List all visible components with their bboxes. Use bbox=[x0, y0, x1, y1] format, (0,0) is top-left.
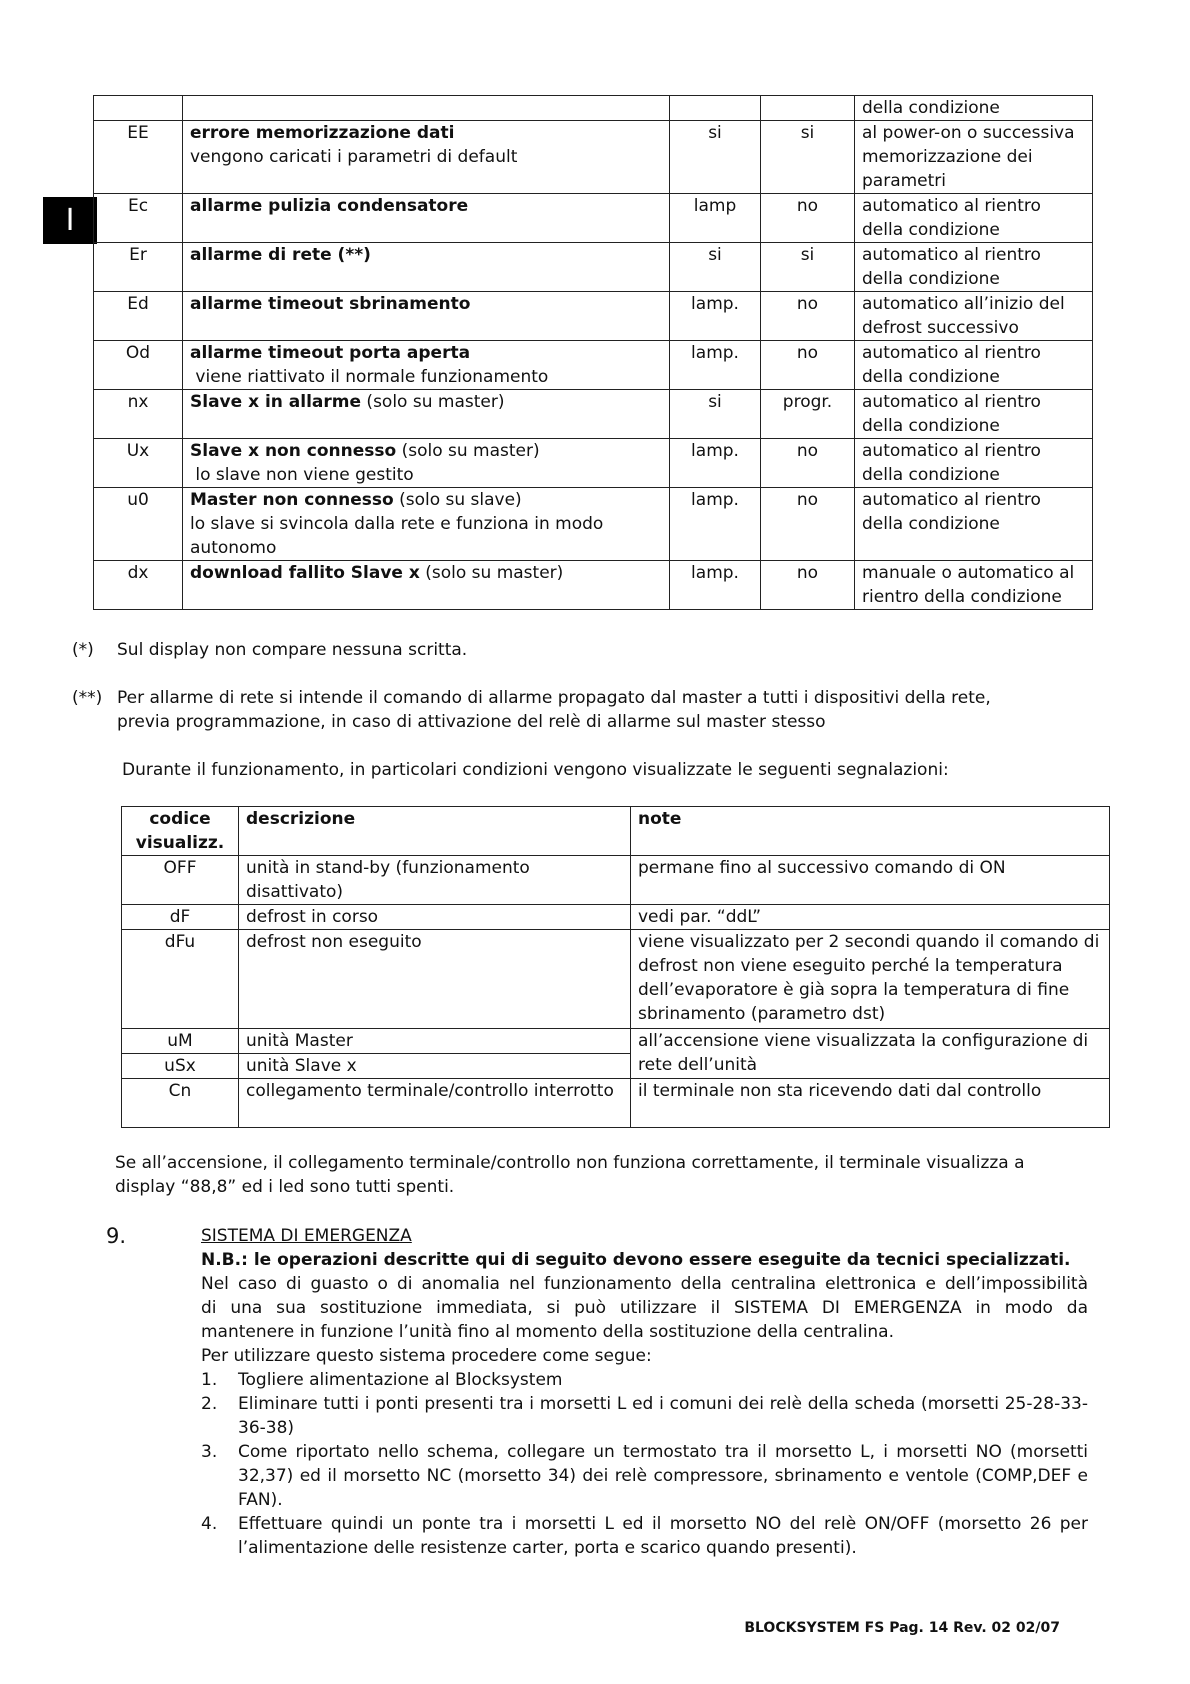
table-row bbox=[94, 488, 1093, 561]
alarm-relay: si bbox=[761, 121, 855, 194]
alarm-code: Ec bbox=[94, 194, 183, 243]
alarm-display: si bbox=[670, 121, 761, 194]
section-para: Nel caso di guasto o di anomalia nel funzionamento della centralina elettronica e dell’impossibilità bbox=[201, 1274, 1088, 1294]
alarm-description bbox=[183, 488, 670, 561]
alarm-code: Od bbox=[94, 341, 183, 390]
alarm-code: Ed bbox=[94, 292, 183, 341]
footnote-text: previa programmazione, in caso di attivazione del relè di allarme sul master stesso bbox=[117, 712, 826, 732]
alarm-scope: (solo su master) bbox=[361, 392, 505, 412]
alarm-display bbox=[670, 96, 761, 121]
alarm-relay bbox=[761, 96, 855, 121]
section-number: 9. bbox=[106, 1224, 127, 1248]
alarm-relay: si bbox=[761, 243, 855, 292]
alarm-title: allarme di rete (**) bbox=[190, 245, 371, 265]
table-row bbox=[122, 1029, 1110, 1054]
alarm-detail: vengono caricati i parametri di default bbox=[190, 147, 518, 167]
alarm-title: download fallito Slave x bbox=[190, 563, 420, 583]
signal-code: Cn bbox=[122, 1079, 239, 1128]
step-number: 2. bbox=[201, 1394, 218, 1414]
table-row bbox=[122, 905, 1110, 930]
signal-note: il terminale non sta ricevendo dati dal controllo bbox=[631, 1079, 1110, 1128]
table-row bbox=[94, 121, 1093, 194]
alarm-display: lamp. bbox=[670, 488, 761, 561]
signal-description: unità in stand-by (funzionamento disattivato) bbox=[239, 856, 631, 905]
section-title: SISTEMA DI EMERGENZA bbox=[201, 1226, 412, 1246]
table-row bbox=[122, 856, 1110, 905]
alarm-scope: (solo su master) bbox=[419, 563, 564, 583]
signal-note: permane fino al successivo comando di ON bbox=[631, 856, 1110, 905]
alarm-reset: automatico al rientro della condizione bbox=[855, 488, 1093, 561]
startup-note: display “88,8” ed i led sono tutti spenti. bbox=[115, 1177, 455, 1197]
alarm-reset: automatico al rientro della condizione bbox=[855, 439, 1093, 488]
step-text: Togliere alimentazione al Blocksystem bbox=[238, 1370, 563, 1390]
header-code: codice visualizz. bbox=[122, 807, 239, 856]
signal-description: unità Master bbox=[239, 1029, 631, 1054]
alarm-table bbox=[93, 95, 1093, 610]
signal-code: OFF bbox=[122, 856, 239, 905]
signal-code: dF bbox=[122, 905, 239, 930]
alarm-display: si bbox=[670, 390, 761, 439]
alarm-code: u0 bbox=[94, 488, 183, 561]
alarm-title: allarme timeout porta aperta bbox=[190, 343, 471, 363]
page-footer: BLOCKSYSTEM FS Pag. 14 Rev. 02 02/07 bbox=[744, 1620, 1060, 1636]
table-row bbox=[94, 243, 1093, 292]
alarm-relay: no bbox=[761, 194, 855, 243]
section-para: Per utilizzare questo sistema procedere come segue: bbox=[201, 1346, 652, 1366]
alarm-description bbox=[183, 390, 670, 439]
alarm-relay: no bbox=[761, 341, 855, 390]
section-para: mantenere in funzione l’unità fino al momento della sostituzione della centralina. bbox=[201, 1322, 895, 1342]
table-row bbox=[94, 341, 1093, 390]
alarm-display: lamp. bbox=[670, 439, 761, 488]
alarm-display: si bbox=[670, 243, 761, 292]
step-number: 1. bbox=[201, 1370, 218, 1390]
section-nb: N.B.: le operazioni descritte qui di seguito devono essere eseguite da tecnici specializzati. bbox=[201, 1250, 1071, 1270]
alarm-display: lamp. bbox=[670, 341, 761, 390]
step-number: 4. bbox=[201, 1514, 218, 1534]
alarm-description bbox=[183, 561, 670, 610]
alarm-description bbox=[183, 341, 670, 390]
alarm-display: lamp bbox=[670, 194, 761, 243]
table-row bbox=[122, 930, 1110, 1029]
table-row bbox=[94, 292, 1093, 341]
alarm-code bbox=[94, 96, 183, 121]
footnote-text: Per allarme di rete si intende il comando di allarme propagato dal master a tutti i dispositivi della rete, bbox=[117, 688, 991, 708]
table-row bbox=[94, 194, 1093, 243]
signal-description: collegamento terminale/controllo interrotto bbox=[239, 1079, 631, 1128]
signal-description: defrost non eseguito bbox=[239, 930, 631, 1029]
intro-text: Durante il funzionamento, in particolari condizioni vengono visualizzate le seguenti segnalazioni: bbox=[122, 760, 949, 780]
alarm-title: Master non connesso bbox=[190, 490, 394, 510]
alarm-scope: (solo su slave) bbox=[393, 490, 522, 510]
alarm-title: allarme pulizia condensatore bbox=[190, 196, 469, 216]
alarm-detail: lo slave si svincola dalla rete e funziona in modo autonomo bbox=[190, 514, 609, 558]
alarm-code: Er bbox=[94, 243, 183, 292]
step-text: Effettuare quindi un ponte tra i morsetti L ed il morsetto NO del relè ON/OFF (morsetto 26 per l’alimentazione delle resistenze carter, porta e scarico quando presenti). bbox=[238, 1514, 1088, 1558]
header-description: descrizione bbox=[239, 807, 631, 856]
alarm-description bbox=[183, 121, 670, 194]
alarm-title: allarme timeout sbrinamento bbox=[190, 294, 471, 314]
alarm-title: Slave x in allarme bbox=[190, 392, 362, 412]
alarm-code: dx bbox=[94, 561, 183, 610]
alarm-description bbox=[183, 439, 670, 488]
alarm-description bbox=[183, 194, 670, 243]
table-row bbox=[94, 439, 1093, 488]
alarm-reset: della condizione bbox=[855, 96, 1093, 121]
alarm-code: Ux bbox=[94, 439, 183, 488]
step-number: 3. bbox=[201, 1442, 218, 1462]
footnote-mark: (*) bbox=[72, 640, 94, 660]
alarm-code: nx bbox=[94, 390, 183, 439]
alarm-title: Slave x non connesso bbox=[190, 441, 397, 461]
startup-note: Se all’accensione, il collegamento terminale/controllo non funziona correttamente, il terminale visualizza a bbox=[115, 1153, 1025, 1173]
alarm-description bbox=[183, 292, 670, 341]
signal-note: vedi par. “ddL” bbox=[631, 905, 1110, 930]
alarm-scope: (solo su master) bbox=[396, 441, 540, 461]
table-row bbox=[94, 96, 1093, 121]
alarm-reset: automatico al rientro della condizione bbox=[855, 243, 1093, 292]
alarm-relay: no bbox=[761, 439, 855, 488]
alarm-relay: no bbox=[761, 561, 855, 610]
signal-note: all’accensione viene visualizzata la configurazione di rete dell’unità bbox=[631, 1029, 1110, 1079]
header-note: note bbox=[631, 807, 1110, 856]
table-row bbox=[94, 390, 1093, 439]
alarm-relay: progr. bbox=[761, 390, 855, 439]
signal-code: uSx bbox=[122, 1054, 239, 1079]
footnote-text: Sul display non compare nessuna scritta. bbox=[117, 640, 468, 660]
alarm-reset: automatico al rientro della condizione bbox=[855, 341, 1093, 390]
alarm-reset: automatico all’inizio del defrost successivo bbox=[855, 292, 1093, 341]
signal-description: defrost in corso bbox=[239, 905, 631, 930]
alarm-description bbox=[183, 243, 670, 292]
signal-note: viene visualizzato per 2 secondi quando il comando di defrost non viene eseguito perché la temperatura dell’evaporatore è già sopra la temperatura di fine sbrinamento (parametro dst) bbox=[631, 930, 1110, 1029]
step-text: Eliminare tutti i ponti presenti tra i morsetti L ed i comuni dei relè della scheda (morsetti 25-28-33-36-38) bbox=[238, 1394, 1088, 1438]
alarm-relay: no bbox=[761, 488, 855, 561]
alarm-reset: automatico al rientro della condizione bbox=[855, 390, 1093, 439]
header-row bbox=[122, 807, 1110, 856]
alarm-display: lamp. bbox=[670, 561, 761, 610]
alarm-code: EE bbox=[94, 121, 183, 194]
table-row bbox=[122, 1079, 1110, 1128]
alarm-detail: lo slave non viene gestito bbox=[190, 465, 414, 485]
signal-description: unità Slave x bbox=[239, 1054, 631, 1079]
alarm-reset: al power-on o successiva memorizzazione dei parametri bbox=[855, 121, 1093, 194]
language-tab-marker: I bbox=[43, 197, 97, 244]
alarm-title: errore memorizzazione dati bbox=[190, 123, 455, 143]
signal-code: dFu bbox=[122, 930, 239, 1029]
step-text: Come riportato nello schema, collegare un termostato tra il morsetto L, i morsetti NO (morsetti 32,37) ed il morsetto NC (morsetto 34) dei relè compressore, sbrinamento e ventole (COMP,DEF e FAN). bbox=[238, 1442, 1088, 1510]
section-para: di una sua sostituzione immediata, si può utilizzare il SISTEMA DI EMERGENZA in modo da bbox=[201, 1298, 1088, 1318]
alarm-description bbox=[183, 96, 670, 121]
alarm-relay: no bbox=[761, 292, 855, 341]
alarm-display: lamp. bbox=[670, 292, 761, 341]
footnote-mark: (**) bbox=[72, 688, 103, 708]
alarm-reset: manuale o automatico al rientro della condizione bbox=[855, 561, 1093, 610]
signal-code: uM bbox=[122, 1029, 239, 1054]
alarm-detail: viene riattivato il normale funzionamento bbox=[190, 367, 549, 387]
signal-table bbox=[121, 806, 1110, 1128]
table-row bbox=[94, 561, 1093, 610]
alarm-reset: automatico al rientro della condizione bbox=[855, 194, 1093, 243]
